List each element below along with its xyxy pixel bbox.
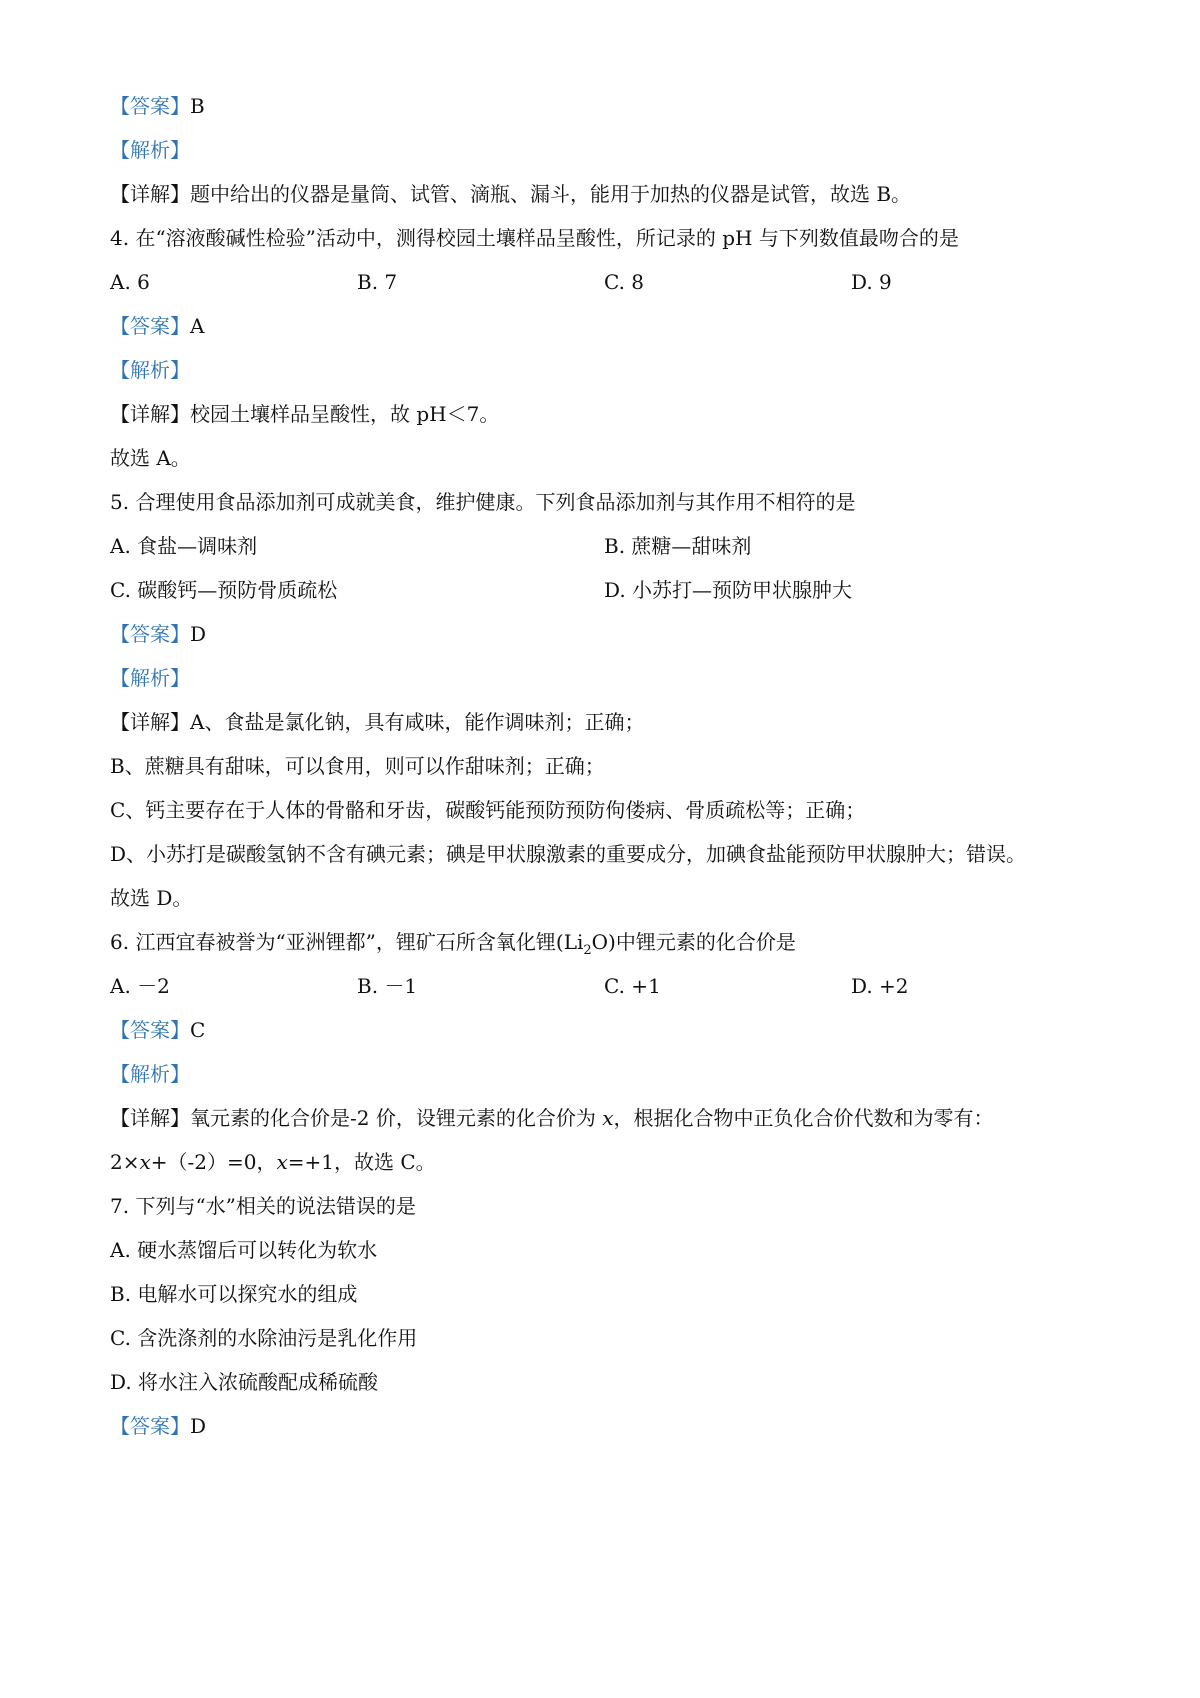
q6-stem: 6. 江西宜春被誉为“亚洲锂都”，锂矿石所含氧化锂$(Li_2O)$中锂元素的化合价是 (110, 930, 796, 958)
q5-detail-2: C、钙主要存在于人体的骨骼和牙齿，碳酸钙能预防预防佝偻病、骨质疏松等；正确； (110, 798, 866, 822)
q4-answer: A (190, 314, 205, 338)
q6-option-a: A. －2 (110, 974, 170, 998)
q5-detail-3: D、小苏打是碳酸氢钠不含有碘元素；碘是甲状腺激素的重要成分，加碘食盐能预防甲状腺肿大；错误。 (110, 842, 1027, 866)
detail-tag: 【详解】 (110, 182, 190, 206)
q3-detail-line (110, 180, 911, 208)
q5-detail-0: A、食盐是氯化钠，具有咸味，能作调味剂；正确； (190, 710, 645, 734)
q3-detail: 题中给出的仪器是量筒、试管、滴瓶、漏斗，能用于加热的仪器是试管，故选 B。 (190, 182, 912, 206)
q6-answer: C (190, 1018, 206, 1042)
subscript: 2 (583, 943, 592, 958)
q7-option-c: C. 含洗涤剂的水除油污是乳化作用 (110, 1326, 418, 1350)
q7-answer: D (190, 1414, 207, 1438)
q7-option-d: D. 将水注入浓硫酸配成稀硫酸 (110, 1370, 379, 1394)
q5-option-a: A. 食盐—调味剂 (110, 534, 258, 558)
q5-conclusion: 故选 D。 (110, 886, 193, 910)
q7-stem: 7. 下列与“水”相关的说法错误的是 (110, 1194, 416, 1218)
q4-stem: 4. 在“溶液酸碱性检验”活动中，测得校园土壤样品呈酸性，所记录的 pH 与下列数值最吻合的是 (110, 226, 959, 250)
q7-option-a: A. 硬水蒸馏后可以转化为软水 (110, 1238, 378, 1262)
q7-answer-line: 【答案】D (110, 1414, 207, 1438)
q5-option-d: D. 小苏打—预防甲状腺肿大 (604, 578, 853, 602)
answer-tag: 【答案】 (110, 94, 190, 118)
q5-detail-line: 【详解】A、食盐是氯化钠，具有咸味，能作调味剂；正确； (110, 710, 645, 734)
q5-stem: 5. 合理使用食品添加剂可成就美食，维护健康。下列食品添加剂与其作用不相符的是 (110, 490, 856, 514)
q4-option-c: C. 8 (604, 270, 645, 294)
q6-option-c: C. +1 (604, 974, 661, 998)
q4-answer-line: 【答案】A (110, 314, 205, 338)
q5-option-c: C. 碳酸钙—预防骨质疏松 (110, 578, 338, 602)
q4-detail-line: 【详解】校园土壤样品呈酸性，故 pH＜7。 (110, 402, 500, 426)
q4-detail: 校园土壤样品呈酸性，故 pH＜7。 (190, 402, 500, 426)
q7-option-b: B. 电解水可以探究水的组成 (110, 1282, 358, 1306)
q5-detail-1: B、蔗糖具有甜味，可以食用，则可以作甜味剂；正确； (110, 754, 605, 778)
q5-answer-line: 【答案】D (110, 622, 207, 646)
q5-analysis-tag: 【解析】 (110, 666, 190, 690)
q5-answer: D (190, 622, 207, 646)
q3-analysis-tag: 【解析】 (110, 138, 190, 162)
q6-analysis-tag: 【解析】 (110, 1062, 190, 1086)
q4-conclusion: 故选 A。 (110, 446, 191, 470)
q6-answer-line: 【答案】C (110, 1018, 206, 1042)
q4-analysis-tag: 【解析】 (110, 358, 190, 382)
q4-option-d: D. 9 (851, 270, 892, 294)
q6-calculation: 2×x+（-2）=0，x=+1，故选 C。 (110, 1150, 436, 1174)
q4-option-a: A. 6 (110, 270, 150, 294)
q6-option-d: D. +2 (851, 974, 909, 998)
q5-option-b: B. 蔗糖—甜味剂 (604, 534, 752, 558)
q3-answer: B (190, 94, 205, 118)
q6-option-b: B. －1 (357, 974, 418, 998)
q3-answer-line (110, 92, 205, 120)
q4-option-b: B. 7 (357, 270, 398, 294)
q6-detail-line: 【详解】氧元素的化合价是-2 价，设锂元素的化合价为 x，根据化合物中正负化合价代数和为零有： (110, 1106, 994, 1130)
